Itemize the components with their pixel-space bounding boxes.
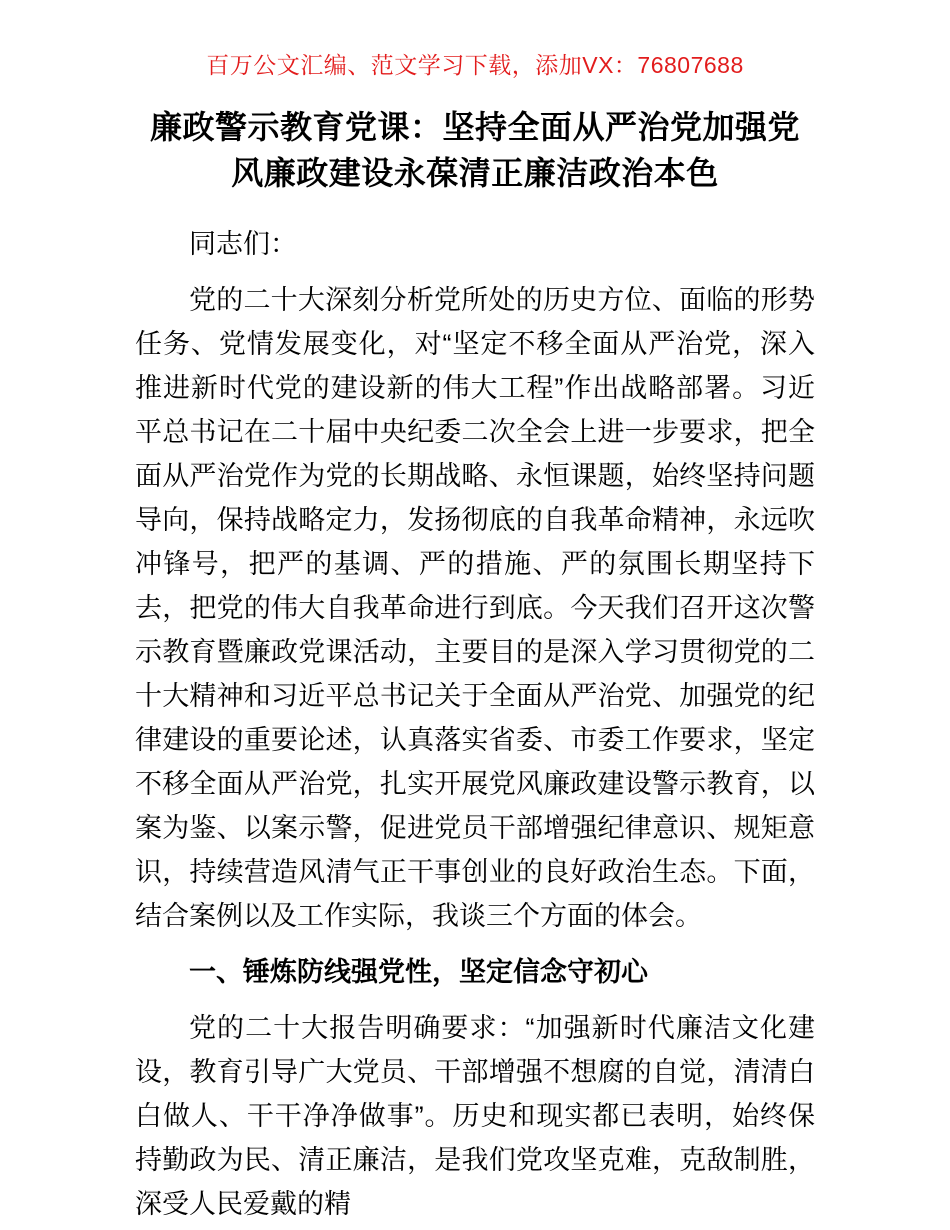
header-notice: 百万公文汇编、范文学习下载，添加VX：76807688 — [206, 52, 744, 78]
body-paragraph: 党的二十大深刻分析党所处的历史方位、面临的形势任务、党情发展变化，对“坚定不移全面从严治党，深入推进新时代党的建设新的伟大工程”作出战略部署。习近平总书记在二十届中央纪委二次全会上进一步要求，把全面从严治党作为党的长期战略、永恒课题，始终坚持问题导向，保持战略定力，发扬彻底的自我革命精神，永远吹冲锋号，把严的基调、严的措施、严的氛围长期坚持下去，把党的伟大自我革命进行到底。今天我们召开这次警示教育暨廉政党课活动，主要目的是深入学习贯彻党的二十大精神和习近平总书记关于全面从严治党、加强党的纪律建设的重要论述，认真落实省委、市委工作要求，坚定不移全面从严治党，扎实开展党风廉政建设警示教育，以案为鉴、以案示警，促进党员干部增强纪律意识、规矩意识，持续营造风清气正干事创业的良好政治生态。下面，结合案例以及工作实际，我谈三个方面的体会。 — [135, 285, 815, 931]
section-heading: 一、锤炼防线强党性，坚定信念守初心 — [189, 957, 648, 987]
document-body — [135, 222, 815, 1226]
salutation-paragraph: 同志们： — [189, 229, 297, 259]
document-title: 廉政警示教育党课：坚持全面从严治党加强党风廉政建设永葆清正廉洁政治本色 — [149, 109, 800, 191]
body-paragraph: 党的二十大报告明确要求：“加强新时代廉洁文化建设，教育引导广大党员、干部增强不想腐的自觉，清清白白做人、干干净净做事”。历史和现实都已表明，始终保持勤政为民、清正廉洁，是我们党攻坚克难，克敌制胜，深受人民爱戴的精 — [135, 1013, 815, 1219]
